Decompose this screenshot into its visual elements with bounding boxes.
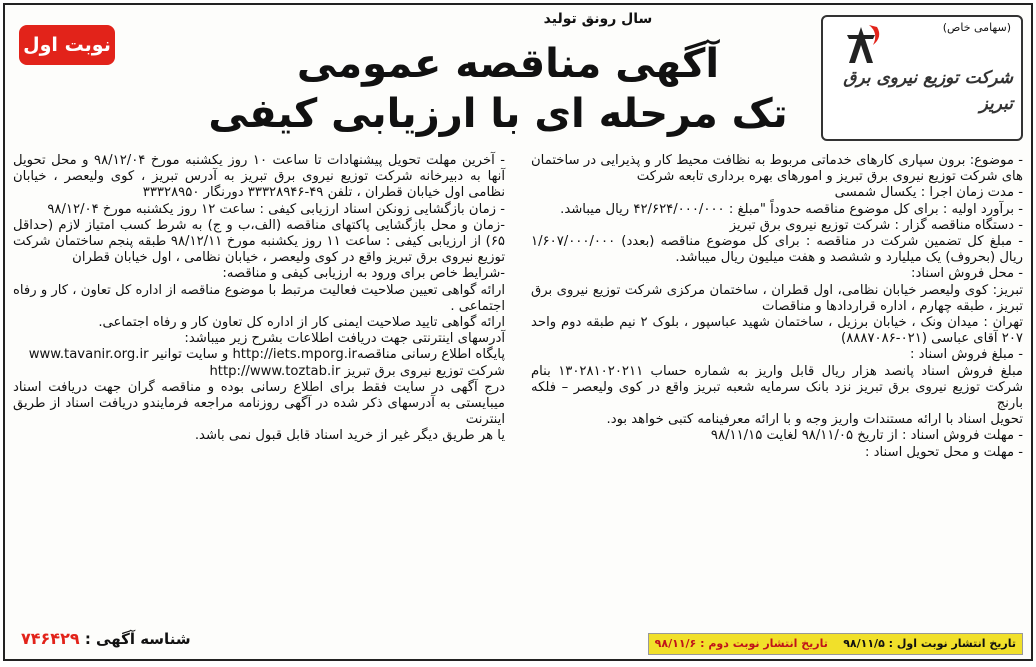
power-tower-icon <box>839 23 883 67</box>
ad-title-line2: تک مرحله ای با ارزیابی کیفی <box>208 91 788 137</box>
logo-company-type: (سهامی خاص) <box>942 21 1011 34</box>
ad-identifier <box>21 628 191 648</box>
paragraph-conditions-title: -شرایط خاص برای ورود به ارزیابی کیفی و مناقصه: <box>222 266 505 282</box>
left-column <box>13 153 505 651</box>
paragraph-condition-1: ارائه گواهی تعیین صلاحیت فعالیت مرتبط با موضوع مناقصه از اداره کل تعاون ، کار و رفاه اجتماعی . <box>13 282 505 314</box>
tender-advertisement <box>3 3 1033 661</box>
ad-title-line1: آگهی مناقصه عمومی <box>296 41 720 87</box>
slogan: سال رونق تولید <box>543 11 653 27</box>
ad-id-label: شناسه آگهی : <box>84 629 191 648</box>
paragraph-condition-2: ارائه گواهی تایید صلاحیت ایمنی کار از اداره کل تعاون کار و رفاه اجتماعی. <box>98 315 505 331</box>
paragraph-websites-title: آدرسهای اینترنتی جهت دریافت اطلاعات بشرح زیر میباشد: <box>184 331 505 347</box>
company-logo <box>821 15 1023 141</box>
ad-header <box>5 5 1031 145</box>
right-column <box>531 153 1023 651</box>
paragraph-sale-location-title: - محل فروش اسناد: <box>911 266 1023 282</box>
paragraph-websites-2: شرکت توزیع نیروی برق تبریز http://www.toztab.ir <box>209 363 505 379</box>
paragraph-note: درج آگهی در سایت فقط برای اطلاع رسانی بوده و مناقصه گران جهت دریافت اسناد میبایستی به آدرسهای ذکر شده در آگهی روزنامه مراجعه فرمایندو دریافت اسناد از طریق اینترنت <box>13 379 505 428</box>
publication-dates <box>648 633 1023 655</box>
paragraph-sale-price-title: - مبلغ فروش اسناد : <box>909 347 1023 363</box>
pub-date-second: تاریخ انتشار نوبت دوم : ۹۸/۱۱/۶ <box>654 636 828 650</box>
pub-date-first: تاریخ انتشار نوبت اول : ۹۸/۱۱/۵ <box>843 636 1016 650</box>
paragraph-envelope-opening: -زمان و محل بازگشایی پاکتهای مناقصه (الف،ب و ج) به شرط کسب امتیاز لازم (حداقل ۶۵) از ارزیابی کیفی : ساعت ۱۱ روز یکشنبه مورخ ۹۸/۱۲/۱۱ طبقه پنجم ساختمان شرکت توزیع نیروی برق تبریز واقع در کوی ولیعصر ، خیابان نظامی ، اول خیابان قطران <box>13 217 505 266</box>
first-round-badge: نوبت اول <box>19 25 115 65</box>
paragraph-tendering-org: - دستگاه مناقصه گزار : شرکت توزیع نیروی برق تبریز <box>729 217 1023 233</box>
paragraph-bid-deadline: - آخرین مهلت تحویل پیشنهادات تا ساعت ۱۰ روز یکشنبه مورخ ۹۸/۱۲/۰۴ و محل تحویل آنها به دبیرخانه شرکت توزیع نیروی برق تبریز به آدرس تبریز ، کوی ولیعصر ، خیابان نظامی اول خیابان قطران ، تلفن ۴۹-۳۳۳۲۸۹۴۶ دورنگار ۳۳۳۲۸۹۵۰ <box>13 153 505 201</box>
paragraph-duration: - مدت زمان اجرا : یکسال شمسی <box>834 185 1023 201</box>
paragraph-subject: - موضوع: برون سپاری کارهای خدماتی مربوط به نظافت محیط کار و پذیرایی در ساختمان های شرکت توزیع نیروی برق تبریز و امورهای بهره برداری تابعه شرکت <box>531 153 1023 185</box>
paragraph-quality-opening: - زمان بازگشایی زونکن اسناد ارزیابی کیفی : ساعت ۱۲ روز یکشنبه مورخ ۹۸/۱۲/۰۴ <box>47 201 505 217</box>
ad-id-value: ۷۴۶۴۲۹ <box>21 628 80 648</box>
ad-body <box>13 153 1023 651</box>
paragraph-note-end: یا هر طریق دیگر غیر از خرید اسناد قابل قبول نمی باشد. <box>194 428 505 444</box>
paragraph-delivery-title: - مهلت و محل تحویل اسناد : <box>865 444 1023 460</box>
paragraph-delivery-note: تحویل اسناد با ارائه مستندات واریز وجه و با ارائه معرفینامه کتبی خواهد بود. <box>606 412 1023 428</box>
paragraph-tehran-address: تهران : میدان ونک ، خیابان برزیل ، ساختمان شهید عباسپور ، بلوک ۲ نیم طبقه دوم واحد ۲۰۷ آقای عباسی (۰۲۱-۸۸۸۷۰۸۶) <box>531 315 1024 347</box>
paragraph-guarantee: - مبلغ کل تضمین شرکت در مناقصه : برای کل موضوع مناقصه (بعدد) ۱/۶۰۷/۰۰۰/۰۰۰ ریال (بحروف) یک میلیارد و ششصد و هفت میلیون ریال میباشد. <box>531 234 1023 266</box>
logo-company-name: شرکت توزیع نیروی برق تبریز <box>843 68 1013 114</box>
paragraph-tabriz-address: تبریز: کوی ولیعصر خیابان نظامی، اول قطران ، ساختمان مرکزی شرکت توزیع نیروی برق تبریز ، طبقه چهارم ، اداره قراردادها و مناقصات <box>531 282 1023 314</box>
paragraph-sale-price: مبلغ فروش اسناد پانصد هزار ریال قابل واریز به شماره حساب ۱۳۰۲۸۱۰۲۰۲۱۱ بنام شرکت توزیع نیروی برق تبریز نزد بانک سرمایه شعبه تبریز واقع در کوی ولیعصر – فلکه بارنج <box>531 363 1023 412</box>
paragraph-sale-deadline: - مهلت فروش اسناد : از تاریخ ۹۸/۱۱/۰۵ لغایت ۹۸/۱۱/۱۵ <box>710 428 1023 444</box>
paragraph-estimate: - برآورد اولیه : برای کل موضوع مناقصه حدوداً "مبلغ : ۴۲/۶۲۴/۰۰۰/۰۰۰ ریال میباشد. <box>560 201 1023 217</box>
paragraph-websites-1: پایگاه اطلاع رسانی مناقصه‌http://iets.mporg.ir و سایت توانیر www.tavanir.org.ir <box>28 347 505 363</box>
